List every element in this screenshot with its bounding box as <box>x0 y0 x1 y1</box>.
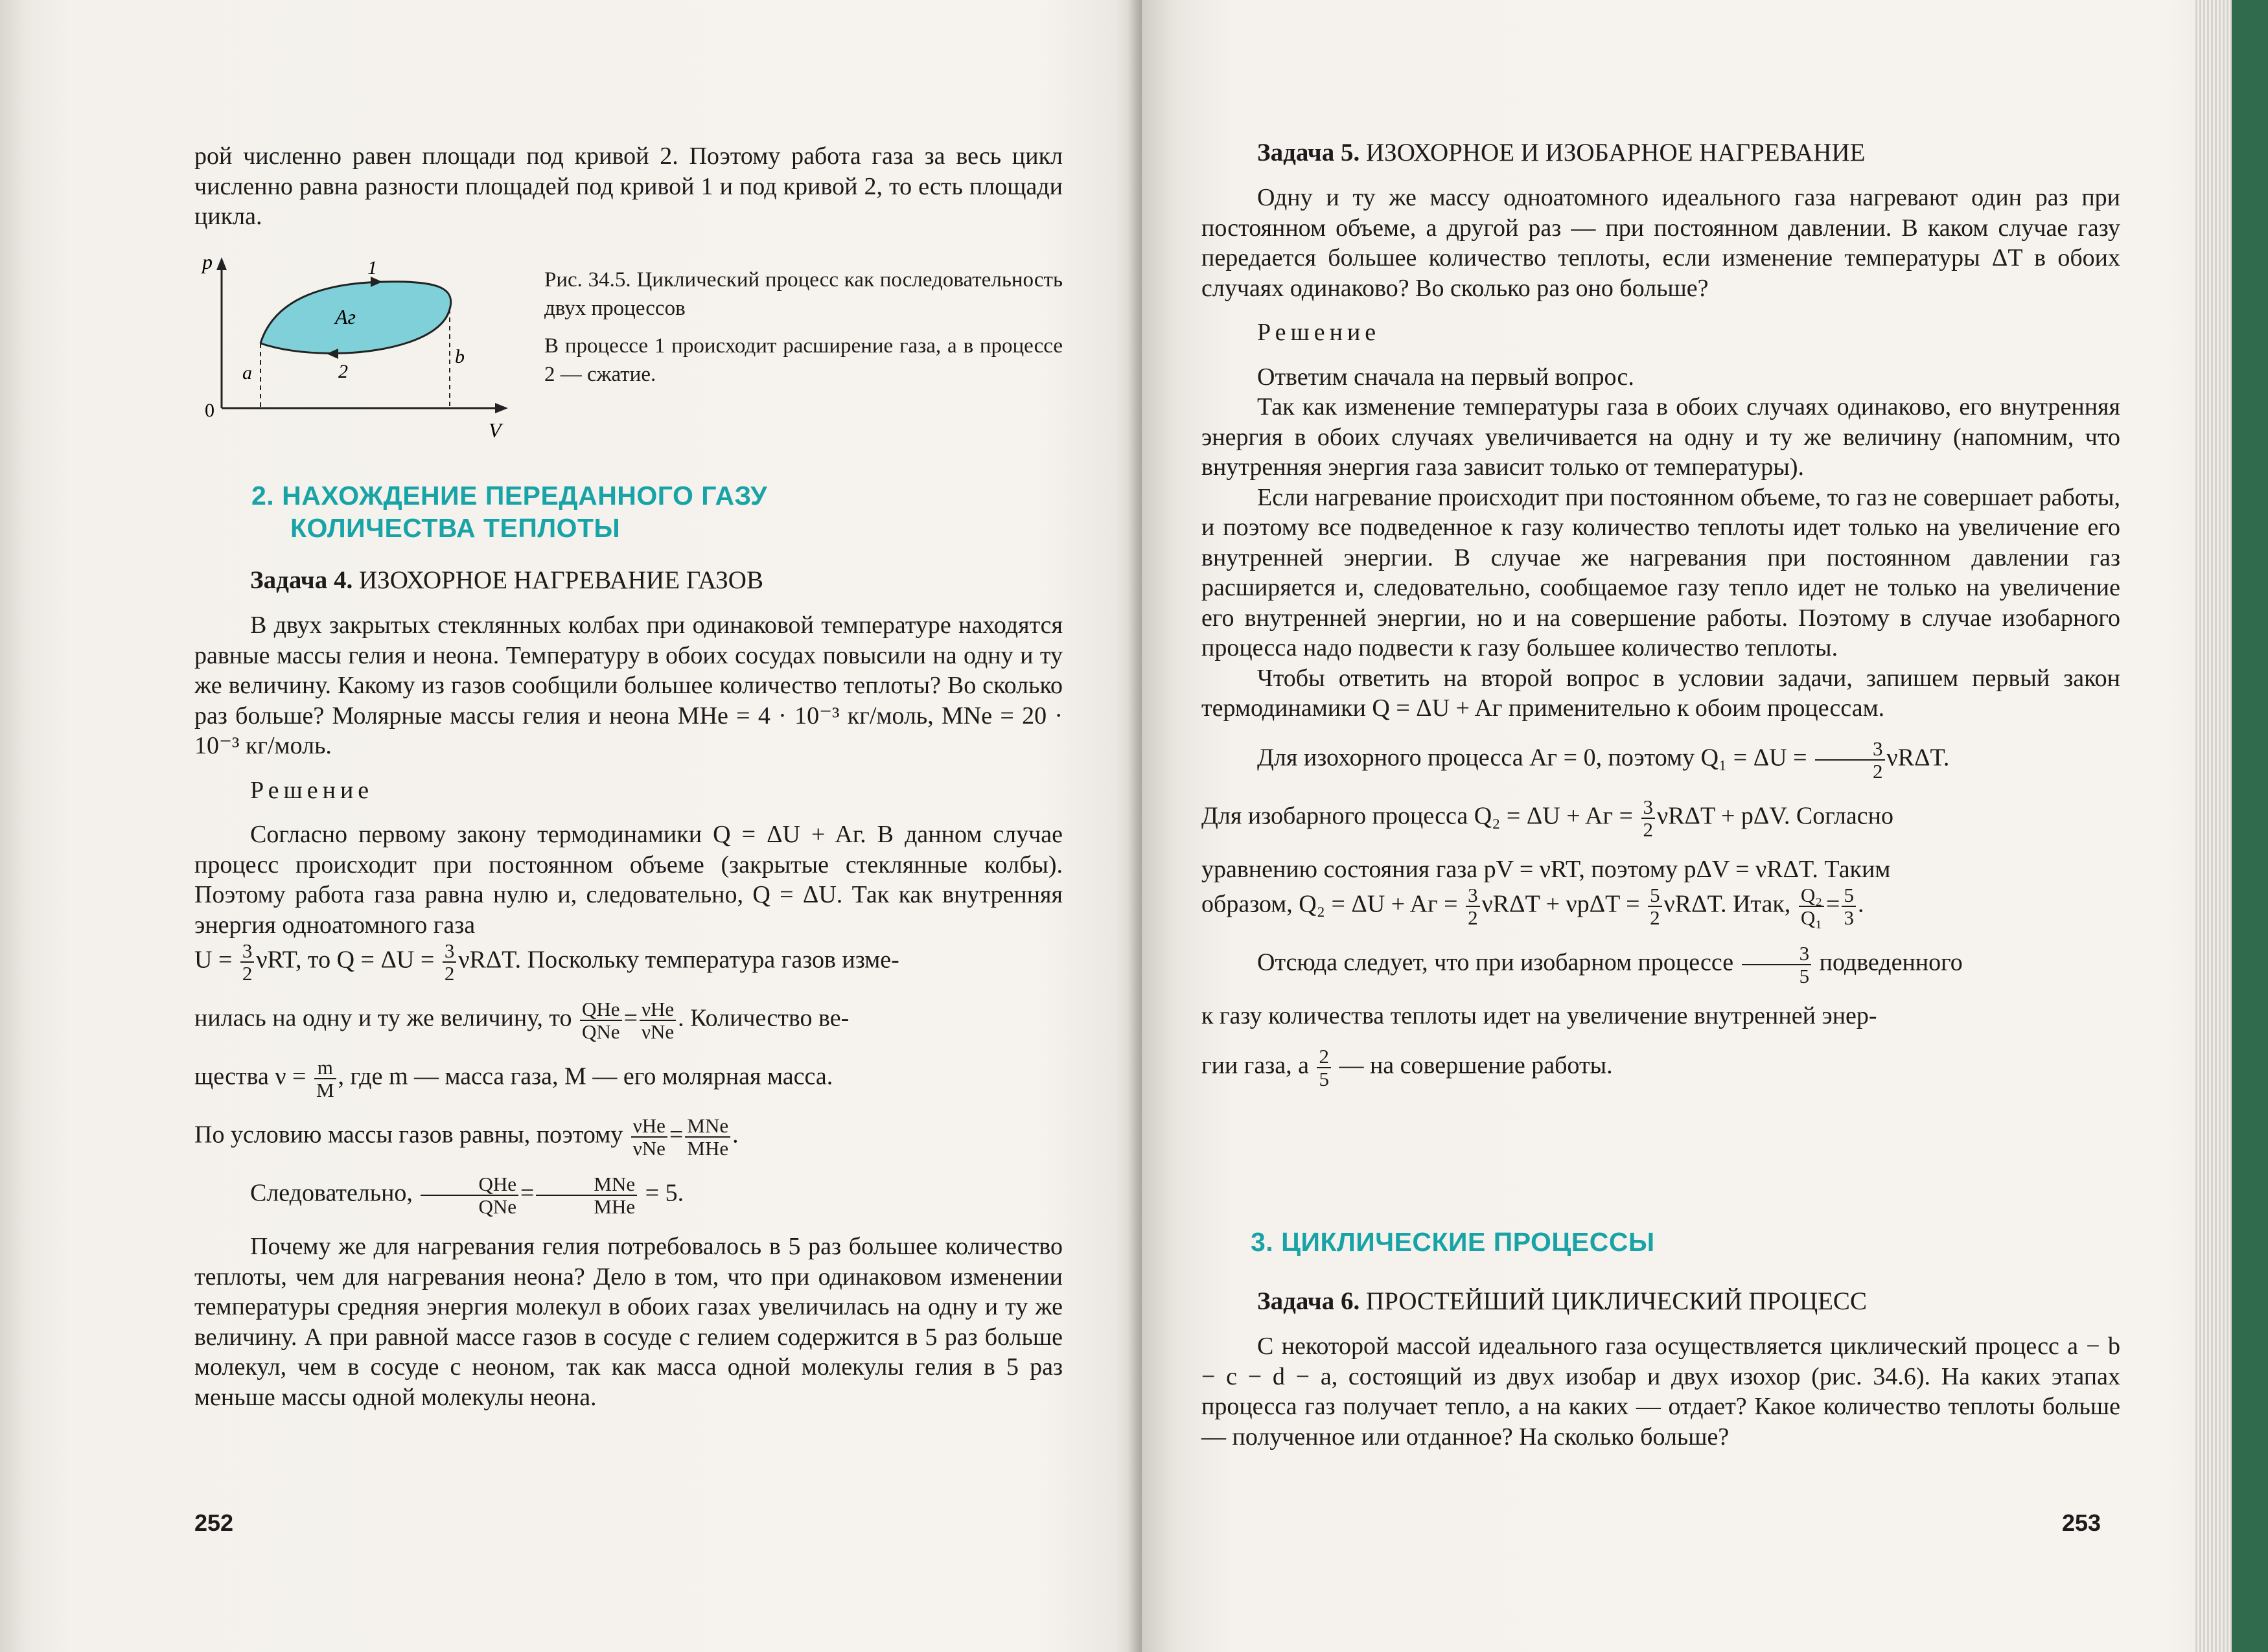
fraction-m-M <box>314 1057 336 1101</box>
section-2-title <box>251 479 767 544</box>
caption-title: Рис. 34.5. Циклический процесс как последовательность двух процессов <box>544 268 1063 320</box>
eq3-text-b: , где m — масса газа, M — его молярная масса. <box>338 1062 833 1090</box>
eq1-text-c: νRΔT. Поскольку температура газов изме- <box>458 946 899 974</box>
eq5-text-a: Следовательно, <box>250 1179 413 1207</box>
right-eq-line-4: образом, Q₂ = ΔU + Aг = $\frac{3}{2}$ νRΔT + νpΔT = $\frac{5}{2}$ νRΔT. Итак, $\frac{\text{Q₂}}{\text{Q₁}}$ = $\frac{5}{3}$ . <box>1201 884 1864 929</box>
frac-num: QHe <box>421 1173 518 1196</box>
fraction-M-ne-he <box>536 1173 637 1217</box>
fraction-3-2 <box>1466 884 1480 928</box>
section-3-title: 3. ЦИКЛИЧЕСКИЕ ПРОЦЕССЫ <box>1251 1227 1655 1257</box>
section-2-line1: 2. НАХОЖДЕНИЕ ПЕРЕДАННОГО ГАЗУ <box>251 481 768 511</box>
frac-den: Q₁ <box>1800 906 1823 929</box>
frac-den: 5 <box>1319 1067 1329 1090</box>
fraction-2-5 <box>1317 1046 1331 1090</box>
frac-den: 2 <box>1468 906 1478 929</box>
right-eq-line-3: уравнению состояния газа pV = νRT, поэтому pΔV = νRΔT. Таким <box>1201 855 1891 883</box>
intro-text: рой численно равен площади под кривой 2. Поэтому работа газа за весь цикл численно равна разности площадей под кривой 1 и под кривой 2, то есть площади цикла. <box>194 143 1063 230</box>
right-eq-line-5 <box>1201 943 2120 987</box>
r-eq5-text-a: Отсюда следует, что при изобарном процессе <box>1257 948 1734 976</box>
r-eq4-text-c: νRΔT. Итак, <box>1663 890 1791 918</box>
task-6-title <box>1201 1286 2120 1317</box>
gutter-shadow <box>1128 0 1142 1652</box>
frac-den: 3 <box>1844 906 1854 929</box>
point-b-label: b <box>455 346 465 367</box>
frac-num: 3 <box>1641 796 1656 819</box>
right-paragraph-1: Ответим сначала на первый вопрос. <box>1257 363 1634 391</box>
solution-paragraph-1: Согласно первому закону термодинамики Q = ΔU + Aг. В данном случае процесс происходит при постоянном объеме (закрытые стеклянные колбы). Поэтому работа газа равна нулю и, следовательно, Q = ΔU. Так как внутренняя энергия одноатомного газа <box>194 821 1063 939</box>
page-edge <box>2195 0 2232 1652</box>
frac-den: M <box>316 1079 334 1101</box>
r-eq1-text-a: Для изохорного процесса Aг = 0, поэтому Q₁ = ΔU = <box>1257 744 1814 772</box>
right-paragraph-2: Так как изменение температуры газа в обоих случаях одинаково, его внутренняя энергия в обоих случаях увеличивается на одну и ту же величину (напомним, что внутренняя энергия газа зависит только от температуры). <box>1201 393 2120 481</box>
r-eq7-text-b: — на совершение работы. <box>1339 1051 1613 1079</box>
task-4-label: Задача 4. <box>250 566 353 594</box>
curve-1-label: 1 <box>367 257 377 279</box>
frac-den: MHe <box>594 1195 636 1218</box>
right-eq-line-7 <box>1201 1046 2120 1090</box>
fraction-5-2 <box>1648 884 1662 928</box>
frac-num: 3 <box>1742 943 1812 965</box>
frac-num: 3 <box>1815 738 1885 761</box>
task-5-title <box>1201 137 2120 168</box>
fraction-3-2 <box>1815 738 1885 782</box>
r-eq1-text-b: νRΔT. <box>1886 744 1950 772</box>
fraction-M-ne-he <box>685 1115 730 1159</box>
right-main-text <box>1201 137 2120 1090</box>
frac-den: 2 <box>1643 818 1654 841</box>
fraction-v-he-ne <box>631 1115 667 1159</box>
left-main-text <box>194 565 1063 1412</box>
frac-num: νHe <box>640 998 676 1021</box>
frac-num: m <box>314 1057 336 1079</box>
frac-num: 2 <box>1317 1046 1331 1068</box>
fraction-3-2 <box>240 940 255 984</box>
r-eq2-text-b: νRΔT + pΔV. Согласно <box>1657 802 1893 830</box>
axis-v-label: V <box>489 419 502 442</box>
fraction-3-2 <box>443 940 457 984</box>
equation-line-2: нилась на одну и ту же величину, то $\frac{\text{QHe}}{\text{QNe}}$ = $\frac{\text{νHe}}{\text{νNe}}$ . Количество ве- <box>194 998 850 1043</box>
task-6-label: Задача 6. <box>1257 1287 1360 1315</box>
figure-caption <box>544 266 1063 389</box>
fraction-v-he-ne <box>640 998 676 1042</box>
task-4-title <box>194 565 1063 596</box>
right-eq-line-1 <box>1201 738 2120 782</box>
frac-den: 2 <box>444 962 455 985</box>
r-eq4-text-d: = <box>1826 890 1840 918</box>
r-eq4-text-a: образом, Q₂ = ΔU + Aг = <box>1201 890 1464 918</box>
r-eq4-text-b: νRΔT + νpΔT = <box>1481 890 1647 918</box>
equation-line-4: По условию массы газов равны, поэтому $\frac{\text{νHe}}{\text{νNe}}$ = $\frac{\text{MNe}}{\text{MHe}}$ . <box>194 1114 739 1160</box>
task-5-name: ИЗОХОРНОЕ И ИЗОБАРНОЕ НАГРЕВАНИЕ <box>1366 139 1866 166</box>
frac-num: νHe <box>631 1115 667 1138</box>
frac-den: 2 <box>1650 906 1660 929</box>
fraction-3-5 <box>1742 943 1812 987</box>
frac-num: 5 <box>1842 884 1856 907</box>
task-6-text: С некоторой массой идеального газа осуществляется циклический процесс a − b − c − d − a, состоящий из двух изобар и двух изохор (рис. 34.6). На каких этапах процесса газ получает тепло, а на каких — отдает? Какое количество теплоты больше — полученное или отданное? На сколько больше? <box>1201 1333 2120 1451</box>
task-5-text: Одну и ту же массу одноатомного идеального газа нагревают один раз при постоянном объеме, а другой раз — при постоянном давлении. В каком случае газу передается большее количество теплоты, если изменение температуры ΔT в обоих случаях одинаково? Во сколько раз оно больше? <box>1201 184 2120 302</box>
task-5-label: Задача 5. <box>1257 139 1360 166</box>
p-axis-arrow <box>216 257 227 270</box>
final-paragraph: Почему же для нагревания гелия потребовалось в 5 раз большее количество теплоты, чем для нагревания неона? Дело в том, что при одинаковом изменении температуры средняя энергия молекул в обоих газах увеличилась на одну и ту же величину. А при равной массе газов в сосуде с гелием содержится в 5 раз больше молекул, чем в сосуде с неоном, так как масса одной молекулы гелия в 5 раз меньше массы одной молекулы неона. <box>194 1233 1063 1411</box>
frac-num: QHe <box>580 998 622 1021</box>
right-paragraph-4: Чтобы ответить на второй вопрос в условии задачи, запишем первый закон термодинамики Q = ΔU + Aг применительно к обоим процессам. <box>1201 664 2120 722</box>
right-paragraph-3: Если нагревание происходит при постоянном объеме, то газ не совершает работы, и поэтому все подведенное к газу количество теплоты идет только на увеличение его внутренней энергии. В случае же нагревания при постоянном давлении газ расширяется и, следовательно, сообщаемое газу тепло идет не только на увеличение его внутренней энергии, но и на совершение работы. Поэтому в случае изобарного процесса надо подвести к газу большее количество теплоты. <box>1201 483 2120 661</box>
frac-num: 5 <box>1648 884 1662 907</box>
eq4-text-a: По условию массы газов равны, поэтому <box>194 1121 623 1149</box>
fraction-q-he-ne <box>580 998 622 1042</box>
eq5-text-b: = 5. <box>645 1179 684 1207</box>
intro-paragraph <box>194 141 1063 232</box>
r-eq2-text-a: Для изобарного процесса Q₂ = ΔU + Aг = <box>1201 802 1639 830</box>
right-page <box>1142 0 2232 1652</box>
axis-p-label: p <box>202 250 213 273</box>
r-eq5-text-b: подведенного <box>1819 948 1963 976</box>
pv-diagram <box>189 249 526 444</box>
frac-den: 2 <box>1873 759 1883 783</box>
frac-den: 5 <box>1799 965 1810 987</box>
origin-label: 0 <box>205 400 214 421</box>
frac-num: MNe <box>685 1115 730 1138</box>
task-6-block <box>1201 1286 2120 1452</box>
fraction-q-he-ne <box>421 1173 518 1217</box>
right-eq-line-2 <box>1201 796 2120 840</box>
frac-num: 3 <box>443 940 457 963</box>
frac-num: MNe <box>536 1173 637 1196</box>
caption-text: В процессе 1 происходит расширение газа, а в процессе 2 — сжатие. <box>544 334 1063 386</box>
fraction-3-2 <box>1641 796 1656 840</box>
eq1-text-a: U = <box>194 946 238 974</box>
eq2-text-b: Количество ве- <box>690 1004 850 1032</box>
equation-line-5: Следовательно, $\frac{\text{QHe}}{\text{QNe}}$ = $\frac{\text{MNe}}{\text{MHe}}$ = 5. <box>250 1173 684 1218</box>
solution-label-left: Решение <box>250 776 374 804</box>
eq3-text-a: щества ν = <box>194 1062 312 1090</box>
frac-den: QNe <box>478 1195 516 1218</box>
point-a-label: a <box>242 362 252 384</box>
curve-2-label: 2 <box>338 361 348 382</box>
page-number-left: 252 <box>194 1509 234 1536</box>
frac-den: νNe <box>642 1020 675 1043</box>
frac-den: νNe <box>632 1137 665 1160</box>
frac-den: 2 <box>242 962 253 985</box>
frac-num: Q₂ <box>1799 884 1824 907</box>
r-eq7-text-a: гии газа, а <box>1201 1051 1309 1079</box>
page-number-right: 253 <box>2062 1509 2101 1536</box>
equation-line-1 <box>194 940 1063 984</box>
area-label: Aг <box>335 305 356 328</box>
eq2-text-a: нилась на одну и ту же величину, то <box>194 1004 572 1032</box>
task-6-name: ПРОСТЕЙШИЙ ЦИКЛИЧЕСКИЙ ПРОЦЕСС <box>1366 1287 1867 1315</box>
frac-num: 3 <box>1466 884 1480 907</box>
frac-den: MHe <box>687 1137 729 1160</box>
solution-label-right: Решение <box>1257 319 1381 346</box>
section-2-line2: КОЛИЧЕСТВА ТЕПЛОТЫ <box>290 513 621 543</box>
v-axis-arrow <box>495 403 508 413</box>
task-4-text: В двух закрытых стеклянных колбах при одинаковой температуре находятся равные массы гелия и неона. Температуру в обоих сосудах повысили на одну и ту же величину. Какому из газов сообщили большее количество теплоты? Во сколько раз больше? Молярные массы гелия и неона MHe = 4 · 10⁻³ кг/моль, MNe = 20 · 10⁻³ кг/моль. <box>194 612 1063 759</box>
eq1-text-b: νRT, то Q = ΔU = <box>256 946 441 974</box>
frac-num: 3 <box>240 940 255 963</box>
task-4-name: ИЗОХОРНОЕ НАГРЕВАНИЕ ГАЗОВ <box>359 566 763 594</box>
fraction-5-3 <box>1842 884 1856 928</box>
frac-den: QNe <box>582 1020 620 1043</box>
equation-line-3 <box>194 1057 1063 1101</box>
fraction-q2-q1 <box>1799 884 1824 928</box>
right-eq-line-6: к газу количества теплоты идет на увеличение внутренней энер- <box>1201 1002 1877 1029</box>
